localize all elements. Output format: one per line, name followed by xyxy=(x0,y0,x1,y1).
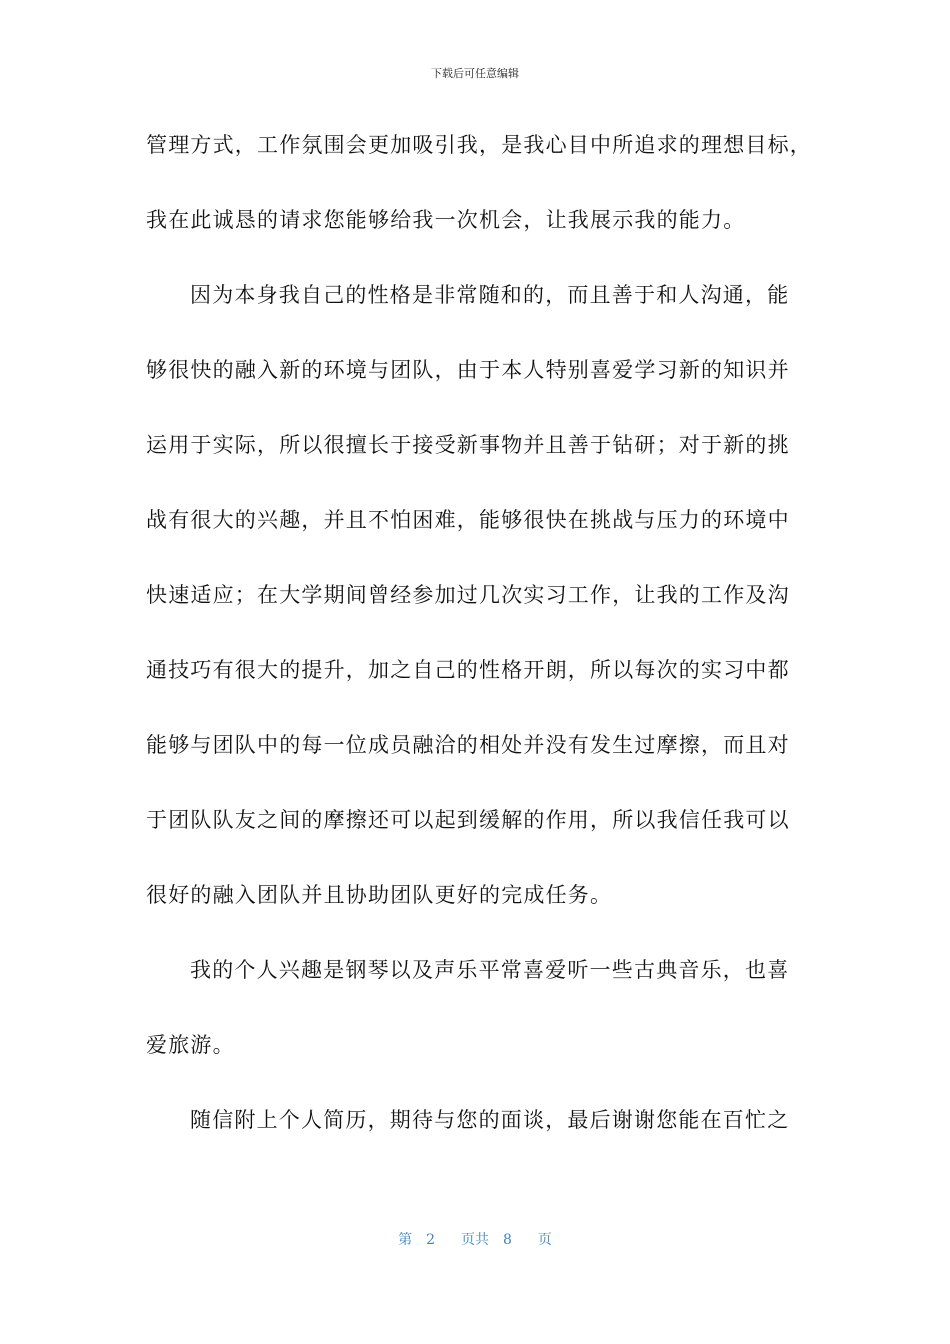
page-footer xyxy=(0,1230,950,1250)
paragraph-line: 快速适应；在大学期间曾经参加过几次实习工作，让我的工作及沟 xyxy=(146,583,790,607)
paragraph-line: 管理方式，工作氛围会更加吸引我，是我心目中所追求的理想目标， xyxy=(146,133,812,157)
paragraph-line: 因为本身我自己的性格是非常随和的，而且善于和人沟通，能 xyxy=(190,283,790,307)
paragraph-line: 我的个人兴趣是钢琴以及声乐平常喜爱听一些古典音乐，也喜 xyxy=(190,958,790,982)
document-body xyxy=(146,126,812,1176)
paragraph-line: 通技巧有很大的提升，加之自己的性格开朗，所以每次的实习中都 xyxy=(146,658,790,682)
paragraph-line: 很好的融入团队并且协助团队更好的完成任务。 xyxy=(146,883,613,907)
paragraph-line: 于团队队友之间的摩擦还可以起到缓解的作用，所以我信任我可以 xyxy=(146,808,790,832)
footer-suffix: 页 xyxy=(537,1232,552,1248)
paragraph-line: 我在此诚恳的请求您能够给我一次机会，让我展示我的能力。 xyxy=(146,208,746,232)
page-header-note: 下载后可任意编辑 xyxy=(431,67,519,80)
paragraph-line: 够很快的融入新的环境与团队，由于本人特别喜爱学习新的知识并 xyxy=(146,358,790,382)
paragraph-line: 能够与团队中的每一位成员融洽的相处并没有发生过摩擦，而且对 xyxy=(146,733,790,757)
footer-page-number: 2 xyxy=(426,1232,435,1248)
footer-prefix: 第 xyxy=(398,1232,413,1248)
footer-middle: 页共 xyxy=(461,1232,489,1248)
paragraph-line: 爱旅游。 xyxy=(146,1033,235,1057)
paragraph-line: 战有很大的兴趣，并且不怕困难，能够很快在挑战与压力的环境中 xyxy=(146,508,790,532)
paragraph-line: 随信附上个人简历，期待与您的面谈，最后谢谢您能在百忙之 xyxy=(190,1108,790,1132)
paragraph-line: 运用于实际，所以很擅长于接受新事物并且善于钻研；对于新的挑 xyxy=(146,433,790,457)
footer-total-pages: 8 xyxy=(503,1232,512,1248)
